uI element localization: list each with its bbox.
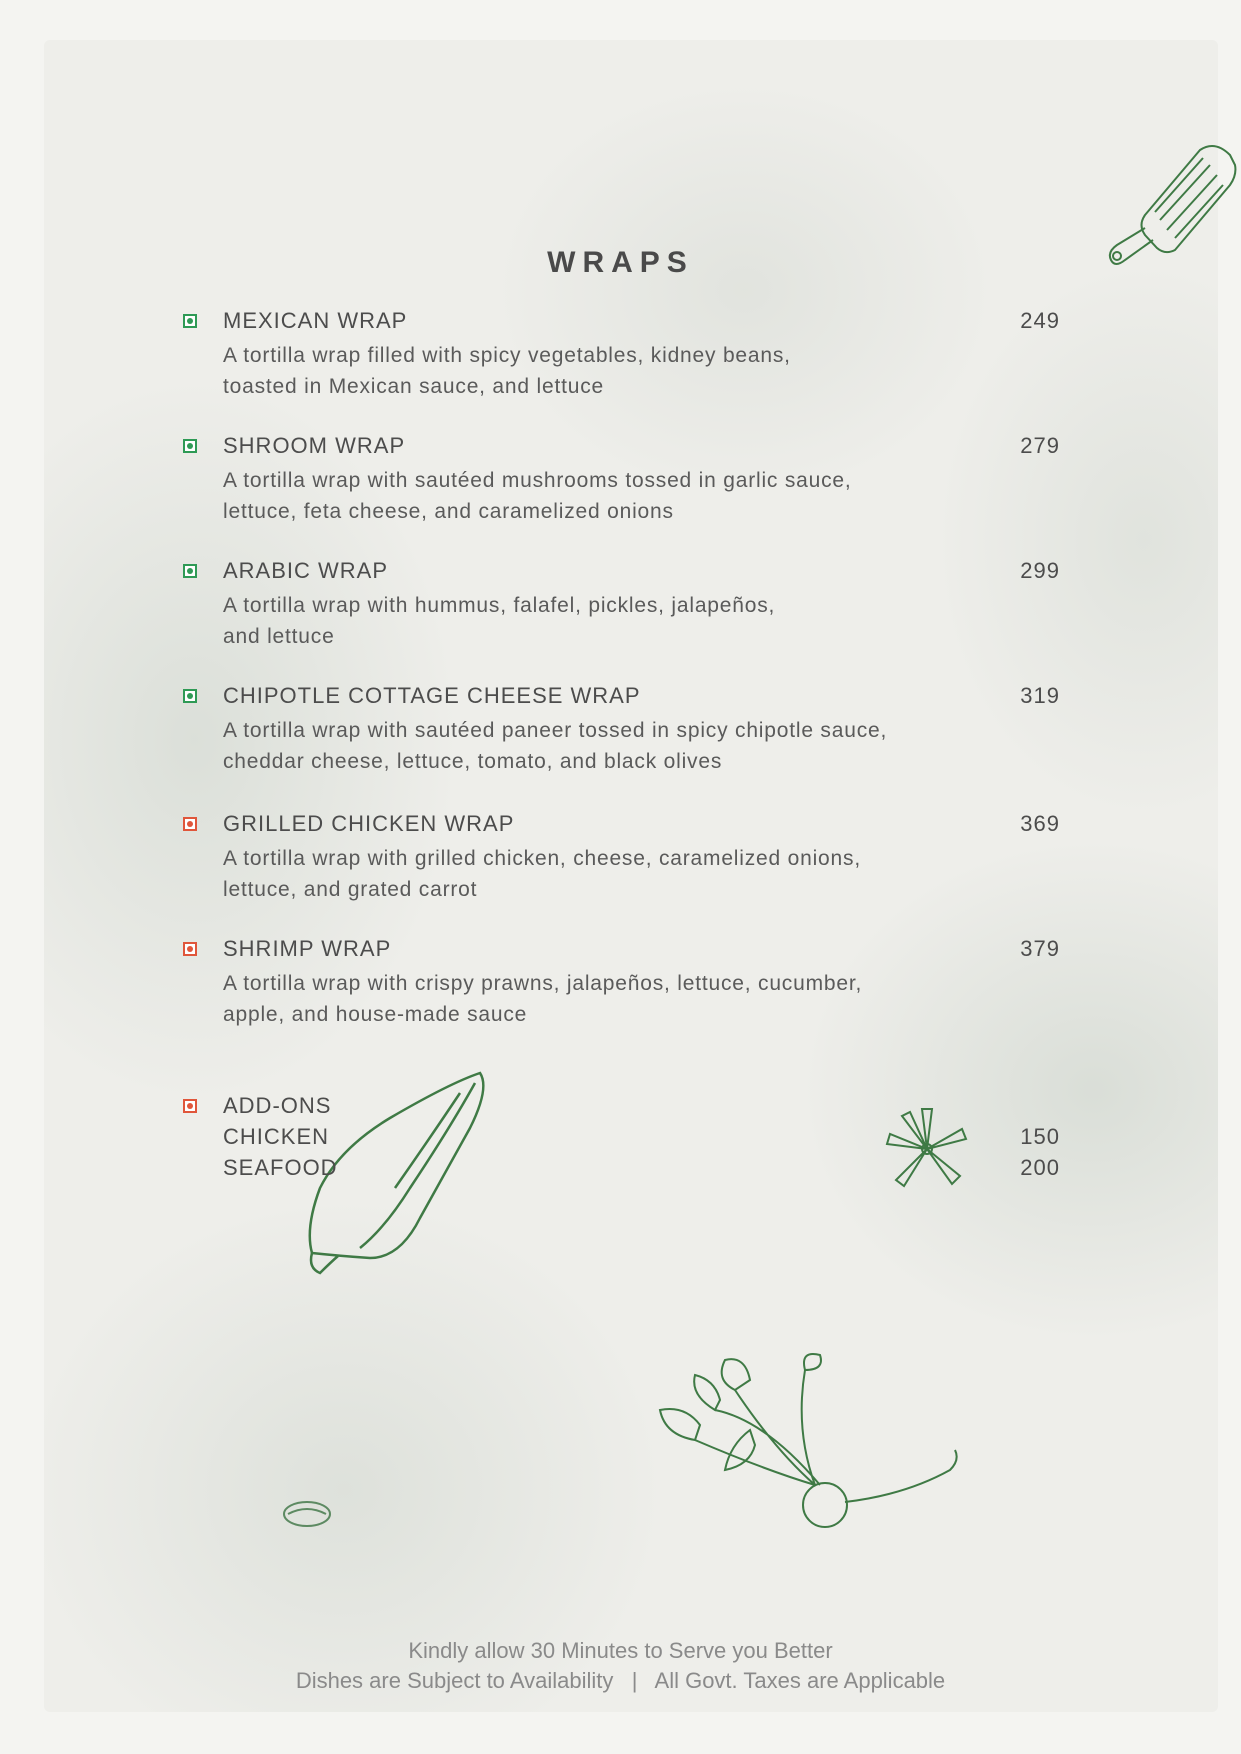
section-title: WRAPS xyxy=(547,246,694,279)
item-name: CHIPOTLE COTTAGE CHEESE WRAP xyxy=(223,683,641,708)
item-price: 379 xyxy=(1020,936,1060,961)
item-name: GRILLED CHICKEN WRAP xyxy=(223,811,515,836)
item-name: SHROOM WRAP xyxy=(223,433,406,458)
addon-price: 200 xyxy=(1020,1155,1060,1180)
addons-heading: ADD-ONS xyxy=(223,1093,332,1118)
item-description: A tortilla wrap with sautéed paneer tossed in spicy chipotle sauce, cheddar cheese, lettuce, tomato, and black olives xyxy=(223,719,888,773)
veg-marker-icon xyxy=(183,314,197,328)
seed-icon xyxy=(280,1496,335,1532)
item-description: A tortilla wrap with hummus, falafel, pickles, jalapeños, and lettuce xyxy=(223,594,776,648)
item-name: MEXICAN WRAP xyxy=(223,308,408,333)
addons-section xyxy=(183,1093,1063,1193)
item-description: A tortilla wrap with sautéed mushrooms tossed in garlic sauce, lettuce, feta cheese, and caramelized onions xyxy=(223,469,852,523)
item-description: A tortilla wrap filled with spicy vegetables, kidney beans, toasted in Mexican sauce, and lettuce xyxy=(223,344,791,398)
non-veg-marker-icon xyxy=(183,1099,197,1113)
item-price: 279 xyxy=(1020,433,1060,458)
addon-name: SEAFOOD xyxy=(223,1155,338,1180)
non-veg-marker-icon xyxy=(183,942,197,956)
item-price: 299 xyxy=(1020,558,1060,583)
veg-marker-icon xyxy=(183,564,197,578)
item-description: A tortilla wrap with crispy prawns, jalapeños, lettuce, cucumber, apple, and house-made sauce xyxy=(223,972,863,1026)
item-name: ARABIC WRAP xyxy=(223,558,389,583)
footer-disclaimer: Dishes are Subject to Availability | All Govt. Taxes are Applicable xyxy=(295,1668,946,1693)
item-price: 369 xyxy=(1020,811,1060,836)
item-description: A tortilla wrap with grilled chicken, cheese, caramelized onions, lettuce, and grated carrot xyxy=(223,847,861,901)
addon-price: 150 xyxy=(1020,1124,1060,1149)
item-price: 249 xyxy=(1020,308,1060,333)
non-veg-marker-icon xyxy=(183,817,197,831)
veg-marker-icon xyxy=(183,689,197,703)
item-price: 319 xyxy=(1020,683,1060,708)
footer-note: Kindly allow 30 Minutes to Serve you Better xyxy=(408,1638,833,1663)
addon-name: CHICKEN xyxy=(223,1124,330,1149)
radish-icon xyxy=(655,1350,965,1535)
veg-marker-icon xyxy=(183,439,197,453)
item-name: SHRIMP WRAP xyxy=(223,936,392,961)
